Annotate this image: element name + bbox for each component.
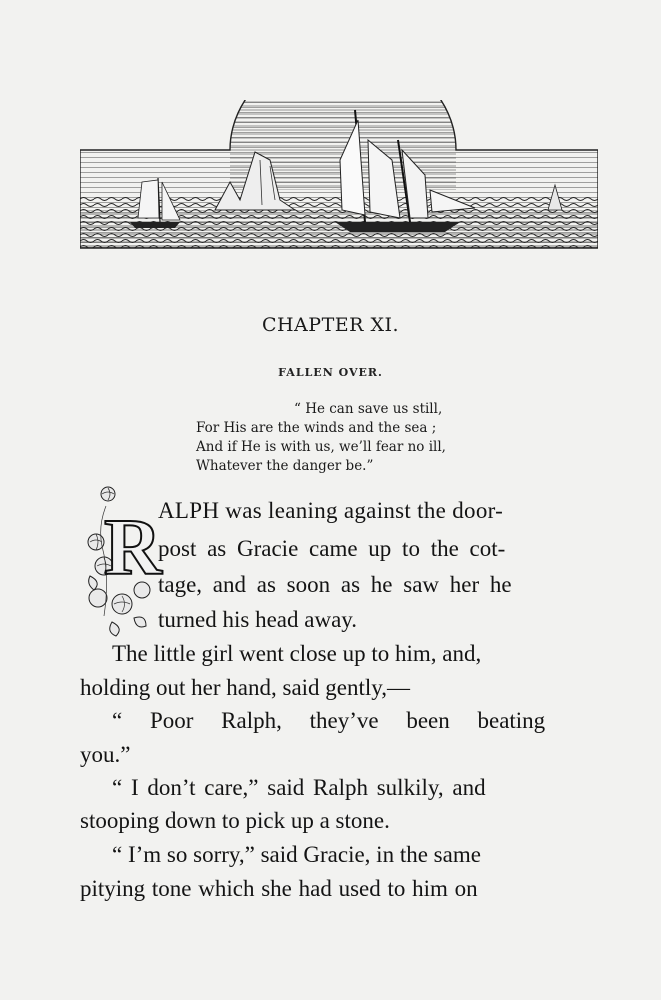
text-line (80, 876, 599, 902)
text-line (112, 708, 599, 734)
text-line-content: pitying tone which she had used to him on (80, 876, 478, 901)
text-line (80, 742, 599, 768)
text-line-content: “ I don’t care,” said Ralph sulkily, and (112, 775, 486, 800)
text-line (112, 842, 599, 868)
chapter-subtitle: FALLEN OVER. (278, 366, 383, 379)
epigraph-line: And if He is with us, we’ll fear no ill, (196, 439, 446, 455)
text-line (80, 675, 599, 701)
drop-cap-floral-r (84, 486, 164, 638)
text-line-content: “ Poor Ralph, they’ve been beating (112, 708, 546, 733)
text-line-content: holding out her hand, said gently,— (80, 675, 411, 700)
epigraph-line: “ He can save us still, (294, 401, 443, 417)
text-line-content: post as Gracie came up to the cot- (158, 536, 506, 561)
ship-vignette-illustration (80, 100, 598, 250)
text-line-content: ALPH was leaning against the door- (158, 498, 504, 523)
text-line-content: turned his head away. (158, 607, 358, 632)
text-line (158, 572, 599, 598)
epigraph-verse (196, 400, 536, 476)
text-line (158, 498, 599, 524)
text-line (158, 607, 599, 633)
text-line-content: tage, and as soon as he saw her he (158, 572, 512, 597)
text-line (80, 808, 599, 834)
text-line (112, 641, 599, 667)
text-line-content: “ I’m so sorry,” said Gracie, in the same (112, 842, 481, 867)
drop-cap-letter: R (104, 504, 162, 592)
epigraph-line: Whatever the danger be.” (196, 458, 374, 474)
text-line-content: The little girl went close up to him, and, (112, 641, 482, 666)
chapter-title: CHAPTER XI. (261, 314, 400, 336)
text-line (112, 775, 599, 801)
text-line-content: stooping down to pick up a stone. (80, 808, 390, 833)
epigraph-line: For His are the winds and the sea ; (196, 420, 437, 436)
text-line (158, 536, 599, 562)
text-line-content: you.” (80, 742, 131, 767)
